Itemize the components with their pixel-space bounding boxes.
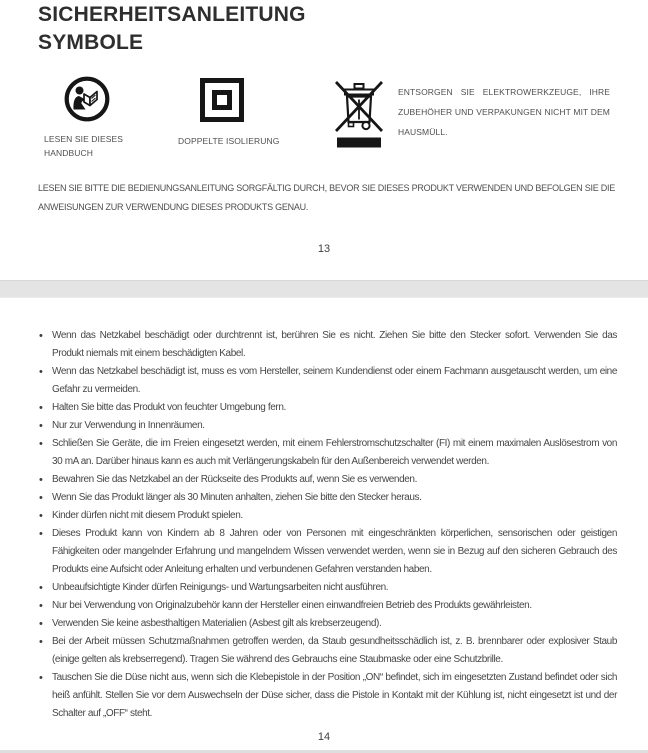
double-insulation-icon (200, 78, 244, 122)
read-manual-label: LESEN SIE DIESES HANDBUCH (44, 134, 124, 158)
page-break-separator (0, 280, 648, 298)
list-item: • Nur bei Verwendung von Originalzubehör kann der Hersteller einen einwandfreien Betrieb des Produkts gewährleisten. (38, 597, 617, 615)
list-item: • Verwenden Sie keine asbesthaltigen Materialien (Asbest gilt als krebserzeugend). (38, 615, 617, 633)
list-item: • Dieses Produkt kann von Kindern ab 8 Jahren oder von Personen mit eingeschränkten körperlichen, sensorischen oder geistigen Fähigkeiten oder mangelnder Erfahrung und mangelndem Wissen verwendet werden, wenn sie in Bezug auf den sicheren Gebrauch des Produkts eine Aufsicht oder Anleitung erhalten und verbundenen Gefahren verstanden haben. (38, 525, 617, 579)
page-title-line2: SYMBOLE (38, 31, 144, 54)
list-item: • Tauschen Sie die Düse nicht aus, wenn sich die Klebepistole in der Position „ON“ befindet, sich im eingesetzten Zustand befindet oder sich heiß anfühlt. Stellen Sie vor dem Auswechseln der Düse sicher, dass die Pistole in Kontakt mit der Kühlung ist, nicht eingesetzt ist und der Schalter auf „OFF“ steht. (38, 669, 617, 723)
list-item: • Unbeaufsichtigte Kinder dürfen Reinigungs- und Wartungsarbeiten nicht ausführen. (38, 579, 617, 597)
page-title-line1: SICHERHEITSANLEITUNG (38, 3, 306, 26)
page-title (38, 1, 306, 57)
weee-disposal-label: ENTSORGEN SIE ELEKTROWERKZEUGE, IHRE ZUBEHÖHER UND VERPAKUNGEN NICHT MIT DEM HAUSMÜLL. (398, 87, 610, 137)
safety-notice-paragraph: LESEN SIE BITTE DIE BEDIENUNGSANLEITUNG SORGFÄLTIG DURCH, BEVOR SIE DIESES PRODUKT VERWENDEN UND BEFOLGEN SIE DIE ANWEISUNGEN ZUR VERWENDUNG DIESES PRODUKTS GENAU. (38, 183, 615, 212)
list-item: • Wenn Sie das Produkt länger als 30 Minuten anhalten, ziehen Sie bitte den Stecker heraus. (38, 489, 617, 507)
list-item: • Wenn das Netzkabel beschädigt ist, muss es vom Hersteller, seinem Kundendienst oder einem Fachmann ausgetauscht werden, um eine Gefahr zu vermeiden. (38, 363, 617, 399)
safety-bullet-list (38, 327, 617, 723)
read-manual-icon (64, 76, 110, 122)
list-item: • Nur zur Verwendung in Innenräumen. (38, 417, 617, 435)
list-item: • Halten Sie bitte das Produkt von feuchter Umgebung fern. (38, 399, 617, 417)
list-item: • Bei der Arbeit müssen Schutzmaßnahmen getroffen werden, da Staub gesundheitsschädlich ist, z. B. brennbarer oder explosiver Staub (einige gelten als krebserregend). Tragen Sie während des Gebrauchs eine Staubmaske oder eine Schutzbrille. (38, 633, 617, 669)
list-item: • Bewahren Sie das Netzkabel an der Rückseite des Produkts auf, wenn Sie es verwenden. (38, 471, 617, 489)
list-item: • Schließen Sie Geräte, die im Freien eingesetzt werden, mit einem Fehlerstromschutzschalter (FI) mit einem maximalen Auslösestrom von 30 mA an. Darüber hinaus kann es auch mit Verlängerungskabeln für den Außenbereich verwendet werden. (38, 435, 617, 471)
double-insulation-label: DOPPELTE ISOLIERUNG (178, 136, 280, 146)
list-item: • Wenn das Netzkabel beschädigt oder durchtrennt ist, berühren Sie es nicht. Ziehen Sie bitte den Stecker sofort. Verwenden Sie das Produkt niemals mit einem beschädigten Kabel. (38, 327, 617, 363)
list-item: • Kinder dürfen nicht mit diesem Produkt spielen. (38, 507, 617, 525)
page-number-13: 13 (317, 243, 331, 255)
weee-crossed-bin-icon (333, 74, 385, 148)
page-number-14: 14 (317, 731, 331, 743)
